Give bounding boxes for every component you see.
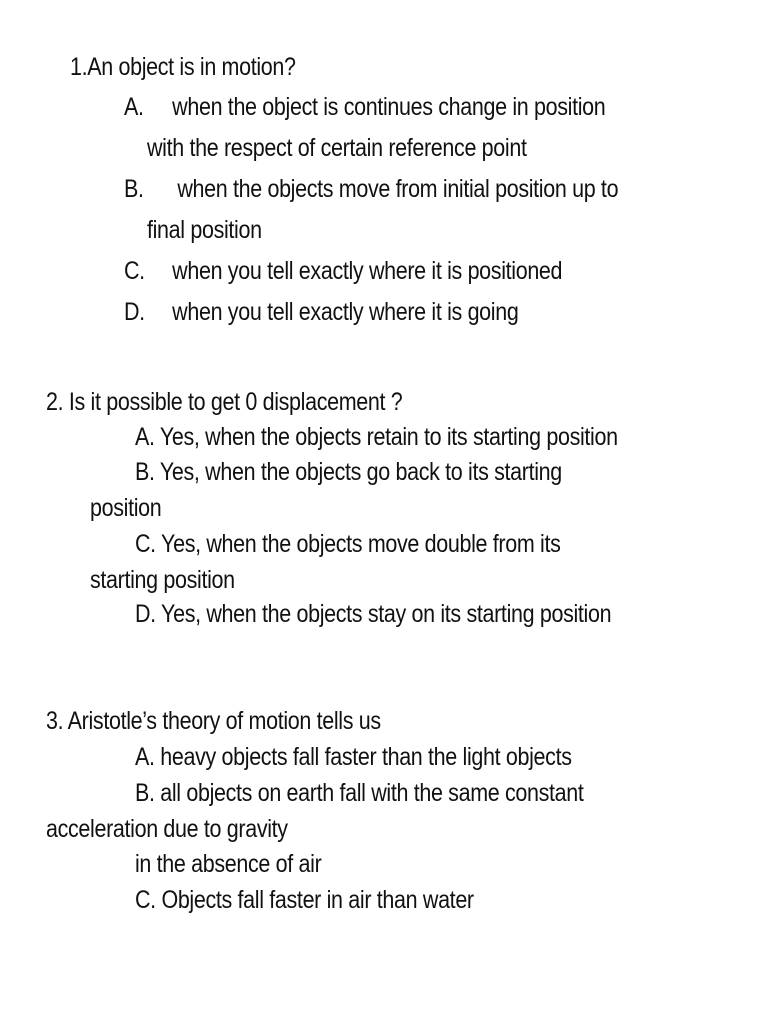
option-letter: C.: [124, 257, 145, 285]
question-1-option-b-continued: final position: [147, 216, 262, 244]
question-1-prompt: 1.An object is in motion?: [70, 53, 296, 81]
option-letter: D.: [124, 298, 145, 326]
question-2-option-c: C. Yes, when the objects move double from its: [135, 530, 561, 558]
question-2-option-b: B. Yes, when the objects go back to its starting: [135, 458, 562, 486]
question-2-option-b-continued: position: [90, 494, 162, 522]
option-text: when the object is continues change in position: [172, 93, 606, 121]
option-text: when the objects move from initial position up to: [177, 175, 619, 203]
question-2-option-a: A. Yes, when the objects retain to its starting position: [135, 423, 618, 451]
question-1-option-a: [124, 92, 605, 122]
question-3-option-b-continued: acceleration due to gravity: [46, 815, 288, 843]
question-1-option-b: [124, 174, 618, 204]
option-text: when you tell exactly where it is going: [172, 298, 519, 326]
question-1-option-a-continued: with the respect of certain reference point: [147, 134, 527, 162]
question-2-option-d: D. Yes, when the objects stay on its starting position: [135, 600, 612, 628]
question-2-option-c-continued: starting position: [90, 566, 235, 594]
question-3-option-a: A. heavy objects fall faster than the light objects: [135, 743, 572, 771]
question-3-option-b: B. all objects on earth fall with the same constant: [135, 779, 584, 807]
question-3-prompt: 3. Aristotle’s theory of motion tells us: [46, 707, 381, 735]
question-2-prompt: 2. Is it possible to get 0 displacement ?: [46, 388, 403, 416]
question-1-option-d: [124, 297, 518, 327]
option-letter: A.: [124, 93, 144, 121]
question-1-option-c: [124, 256, 562, 286]
question-3-option-b-continued-2: in the absence of air: [135, 850, 322, 878]
option-text: when you tell exactly where it is positioned: [172, 257, 563, 285]
question-3-option-c: C. Objects fall faster in air than water: [135, 886, 474, 914]
option-letter: B.: [124, 175, 144, 203]
